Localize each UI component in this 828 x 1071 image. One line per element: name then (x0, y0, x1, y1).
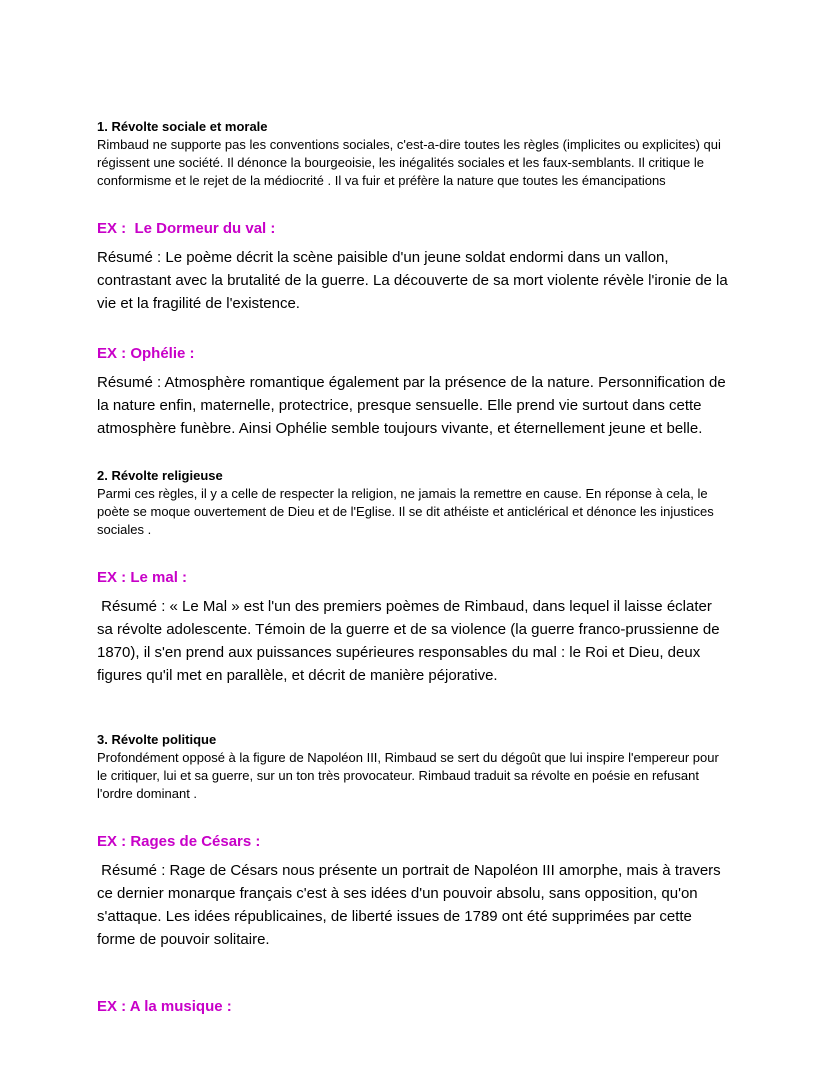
section-heading: 1. Révolte sociale et morale (97, 119, 268, 134)
example-heading: EX : A la musique : (97, 998, 232, 1015)
example-le-mal (97, 566, 731, 687)
section-paragraph: Parmi ces règles, il y a celle de respecter la religion, ne jamais la remettre en cause. En réponse à cela, le poète se moque ouvertement de Dieu et de l'Eglise. Il se dit athéiste et anticlérical et dénonce les injustices sociales . (97, 486, 718, 537)
example-paragraph: Résumé : Rage de Césars nous présente un portrait de Napoléon III amorphe, mais à travers ce dernier monarque français c'est à ses idées d'un pouvoir absolu, sans opposition, qu'on s'attaque. Les idées républicaines, de liberté issues de 1789 ont été supprimées par cette forme de pouvoir solitaire. (97, 862, 725, 948)
section-paragraph: Profondément opposé à la figure de Napoléon III, Rimbaud se sert du dégoût que lui inspire l'empereur pour le critiquer, lui et sa guerre, sur un ton très provocateur. Rimbaud traduit sa révolte en poésie en refusant l'ordre dominant . (97, 750, 723, 801)
example-heading: EX : Rages de Césars : (97, 833, 261, 850)
section-paragraph: Rimbaud ne supporte pas les conventions sociales, c'est-a-dire toutes les règles (implicites ou explicites) qui régissent une société. Il dénonce la bourgeoisie, les inégalités sociales et les faux-semblants. Il critique le conformisme et le rejet de la médiocrité . Il va fuir et préfère la nature que toutes les émancipations (97, 137, 725, 188)
example-paragraph: Résumé : « Le Mal » est l'un des premiers poèmes de Rimbaud, dans lequel il laisse éclater sa révolte adolescente. Témoin de la guerre et de sa violence (la guerre franco-prussienne de 1870), il s'en prend aux puissances supérieures responsables du mal : le Roi et Dieu, deux figures qu'il met en parallèle, et décrit de manière péjorative. (97, 598, 724, 684)
example-paragraph: Résumé : Le poème décrit la scène paisible d'un jeune soldat endormi dans un vallon, contrastant avec la brutalité de la guerre. La découverte de sa mort violente révèle l'ironie de la vie et la fragilité de l'existence. (97, 249, 732, 312)
section-heading: 3. Révolte politique (97, 732, 217, 747)
example-ophelie (97, 342, 731, 440)
example-heading: EX : Le mal : (97, 569, 188, 586)
example-rages-de-cesars (97, 830, 731, 951)
example-heading: EX : Ophélie : (97, 345, 195, 362)
example-paragraph: Résumé : Atmosphère romantique également par la présence de la nature. Personnification de la nature enfin, maternelle, protectrice, presque sensuelle. Elle prend vie surtout dans cette atmosphère funèbre. Ainsi Ophélie semble toujours vivante, et éternellement jeune et belle. (97, 374, 730, 437)
example-dormeur-du-val (97, 217, 731, 315)
section-revolte-sociale (97, 118, 731, 190)
section-revolte-politique (97, 731, 731, 803)
section-revolte-religieuse (97, 467, 731, 539)
section-heading: 2. Révolte religieuse (97, 468, 223, 483)
example-heading: EX : Le Dormeur du val : (97, 220, 276, 237)
example-a-la-musique (97, 995, 731, 1018)
